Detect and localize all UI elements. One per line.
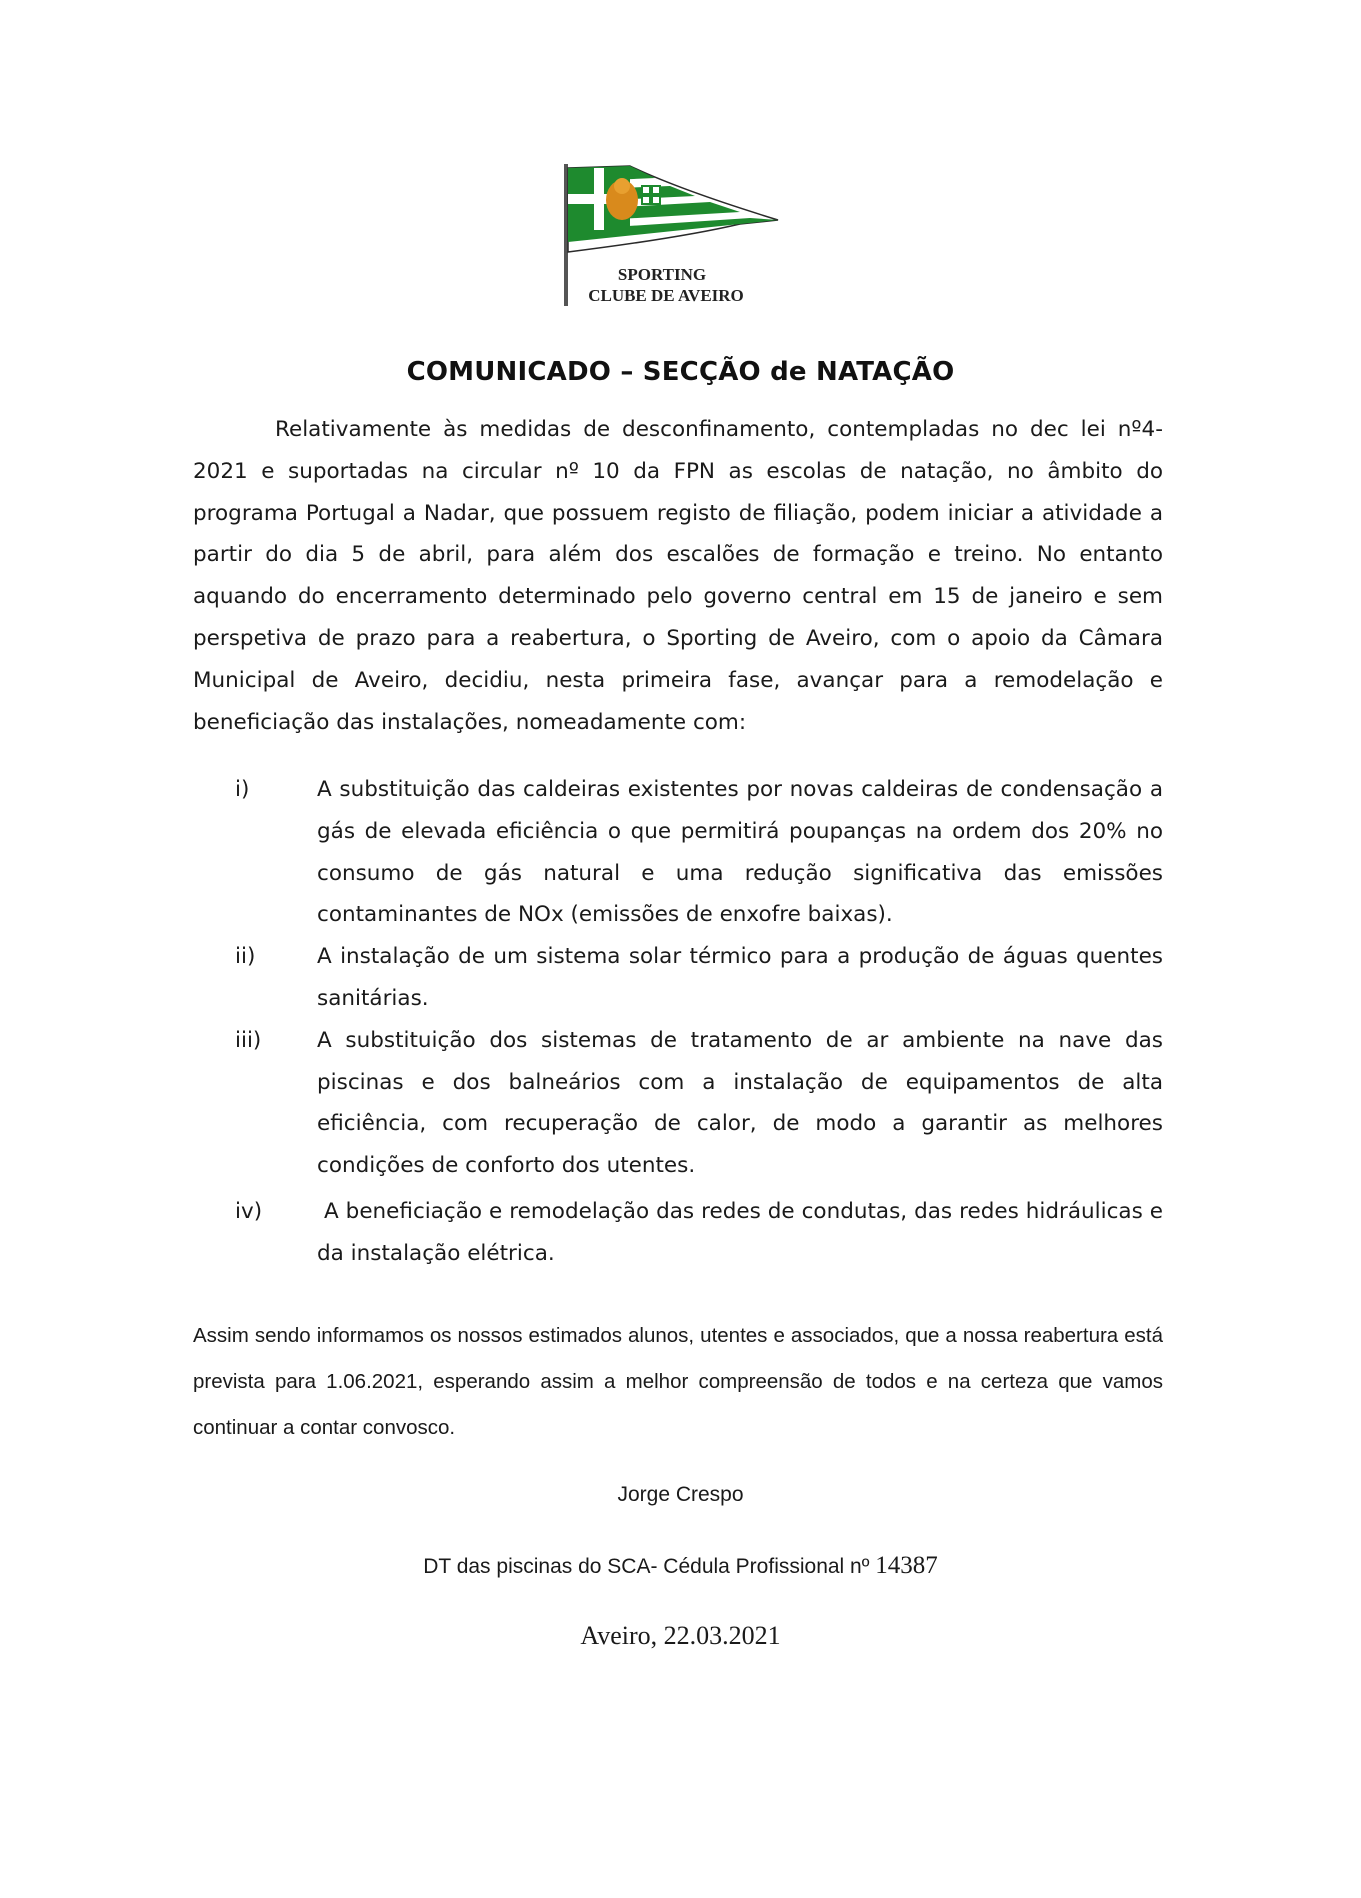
list-marker: iv)	[235, 1198, 263, 1224]
signature-role-text: DT das piscinas do SCA- Cédula Profissional nº	[423, 1555, 876, 1578]
closing-paragraph: Assim sendo informamos os nossos estimados alunos, utentes e associados, que a nossa reabertura está prevista para 1.06.2021, esperando assim a melhor compreensão de todos e na certeza que vamos continuar a contar convosco.	[193, 1324, 1163, 1439]
club-logo	[560, 160, 800, 310]
list-item-text: A instalação de um sistema solar térmico para a produção de águas quentes sanitárias.	[317, 944, 1163, 1011]
list-item-text: A substituição dos sistemas de tratamento de ar ambiente na nave das piscinas e dos balneários com a instalação de equipamentos de alta eficiência, com recuperação de calor, de modo a garantir as melhores condições de conforto dos utentes.	[317, 1027, 1163, 1179]
signature-license-number: 14387	[875, 1552, 938, 1579]
list-item-text: A beneficiação e remodelação das redes de condutas, das redes hidráulicas e da instalação elétrica.	[317, 1198, 1170, 1266]
signature-role	[0, 1552, 1361, 1580]
list-marker: iii)	[235, 1027, 262, 1053]
list-item	[193, 769, 1163, 936]
signature-name: Jorge Crespo	[617, 1483, 744, 1506]
logo-text-line1: SPORTING	[617, 265, 707, 284]
logo-text-line2: CLUBE DE AVEIRO	[588, 286, 744, 305]
list-item	[193, 936, 1163, 1020]
intro-paragraph: Relativamente às medidas de desconfinamento, contempladas no dec lei nº4-2021 e suportadas na circular nº 10 da FPN as escolas de natação, no âmbito do programa Portugal a Nadar, que possuem registo de filiação, podem iniciar a atividade a partir do dia 5 de abril, para além dos escalões de formação e treino. No entanto aquando do encerramento determinado pelo governo central em 15 de janeiro e sem perspetiva de prazo para a reabertura, o Sporting de Aveiro, com o apoio da Câmara Municipal de Aveiro, decidiu, nesta primeira fase, avançar para a remodelação e beneficiação das instalações, nomeadamente com:	[193, 417, 1163, 735]
signature-date: Aveiro, 22.03.2021	[580, 1621, 781, 1650]
list-item-text: A substituição das caldeiras existentes por novas caldeiras de condensação a gás de elevada eficiência o que permitirá poupanças na ordem dos 20% no consumo de gás natural e uma redução significativa das emissões contaminantes de NOx (emissões de enxofre baixas).	[317, 777, 1163, 928]
measures-list	[193, 769, 1170, 1275]
list-marker: ii)	[235, 944, 256, 970]
list-marker: i)	[235, 777, 250, 802]
flag-icon	[560, 160, 800, 310]
list-item	[193, 1191, 1170, 1275]
lion-head	[614, 178, 630, 194]
page-title: COMUNICADO – SECÇÃO de NATAÇÃO	[406, 357, 955, 387]
list-item	[193, 1020, 1163, 1187]
